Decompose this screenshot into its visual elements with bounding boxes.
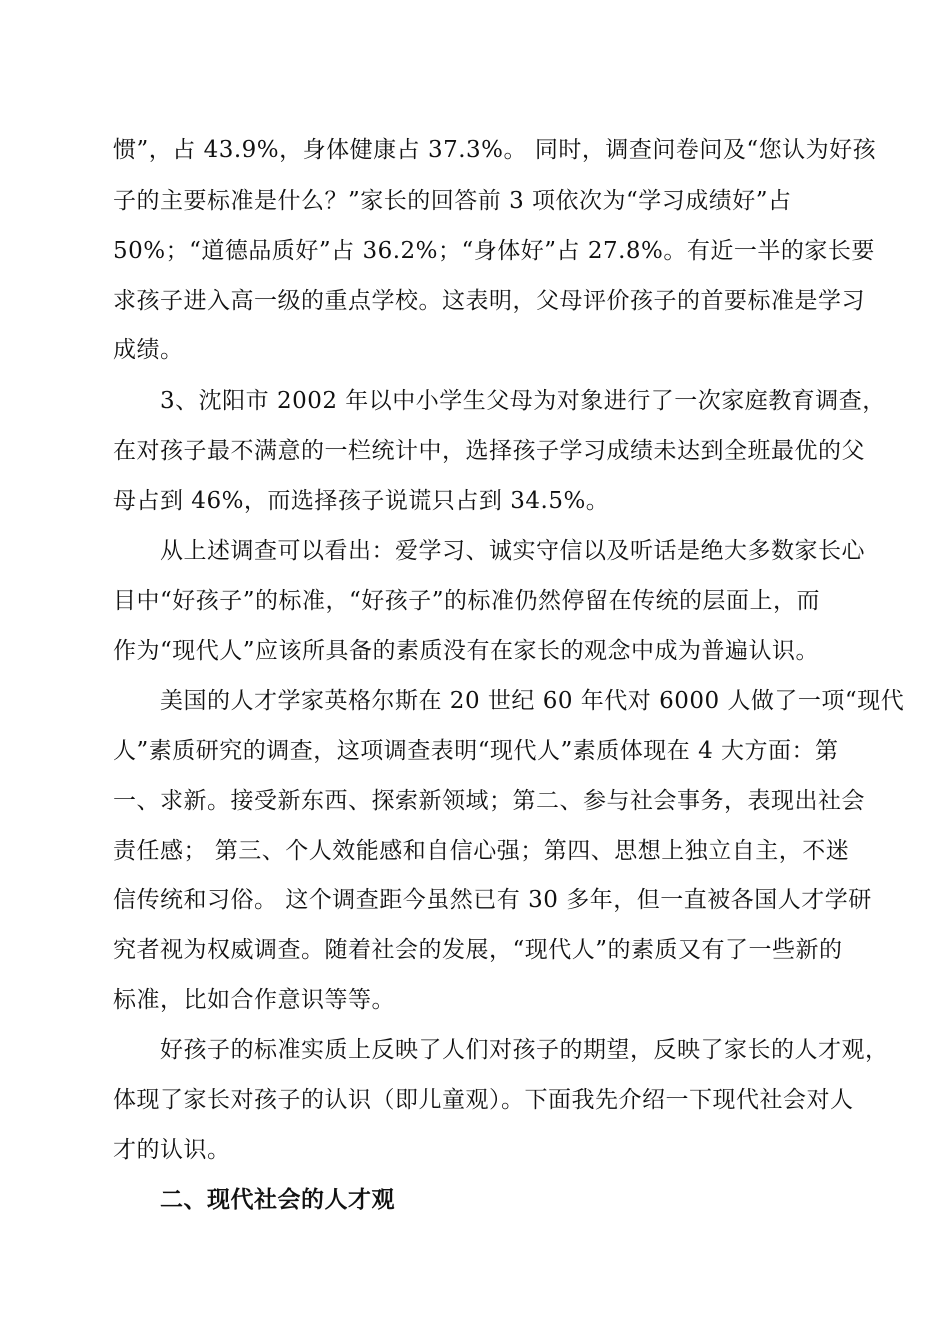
text-line: 3、沈阳市 2002 年以中小学生父母为对象进行了一次家庭教育调查， [160, 388, 886, 414]
text-line: 信传统和习俗。 这个调查距今虽然已有 30 多年，但一直被各国人才学研 [113, 887, 872, 913]
text-line: 目中“好孩子”的标准，“好孩子”的标准仍然停留在传统的层面上，而 [113, 588, 821, 614]
text-line: 美国的人才学家英格尔斯在 20 世纪 60 年代对 6000 人做了一项“现代 [160, 688, 905, 714]
text-line: 子的主要标准是什么？”家长的回答前 3 项依次为“学习成绩好”占 [113, 188, 792, 214]
text-line: 50%；“道德品质好”占 36.2%；“身体好”占 27.8%。有近一半的家长要 [113, 238, 875, 264]
text-line: 成绩。 [113, 337, 184, 363]
text-line: 在对孩子最不满意的一栏统计中，选择孩子学习成绩未达到全班最优的父 [113, 438, 865, 464]
section-heading: 二、现代社会的人才观 [160, 1186, 395, 1213]
text-line: 母占到 46%，而选择孩子说谎只占到 34.5%。 [113, 488, 610, 514]
text-line: 人”素质研究的调查，这项调查表明“现代人”素质体现在 4 大方面：第 [113, 738, 839, 764]
text-line: 作为“现代人”应该所具备的素质没有在家长的观念中成为普遍认识。 [113, 638, 820, 664]
text-line: 从上述调查可以看出：爱学习、诚实守信以及听话是绝大多数家长心 [160, 538, 865, 564]
text-line: 才的认识。 [113, 1137, 231, 1163]
text-line: 究者视为权威调查。随着社会的发展，“现代人”的素质又有了一些新的 [113, 937, 843, 963]
text-line: 责任感； 第三、个人效能感和自信心强；第四、思想上独立自主，不迷 [113, 838, 850, 864]
text-line: 一、求新。接受新东西、探索新领域；第二、参与社会事务，表现出社会 [113, 788, 865, 814]
text-line: 标准，比如合作意识等等。 [113, 987, 395, 1013]
text-line: 求孩子进入高一级的重点学校。这表明，父母评价孩子的首要标准是学习 [113, 288, 865, 314]
text-line: 惯”，占 43.9%，身体健康占 37.3%。 同时，调查问卷问及“您认为好孩 [113, 137, 877, 163]
text-line: 好孩子的标准实质上反映了人们对孩子的期望，反映了家长的人才观， [160, 1037, 889, 1063]
text-line: 体现了家长对孩子的认识（即儿童观）。下面我先介绍一下现代社会对人 [113, 1087, 854, 1113]
